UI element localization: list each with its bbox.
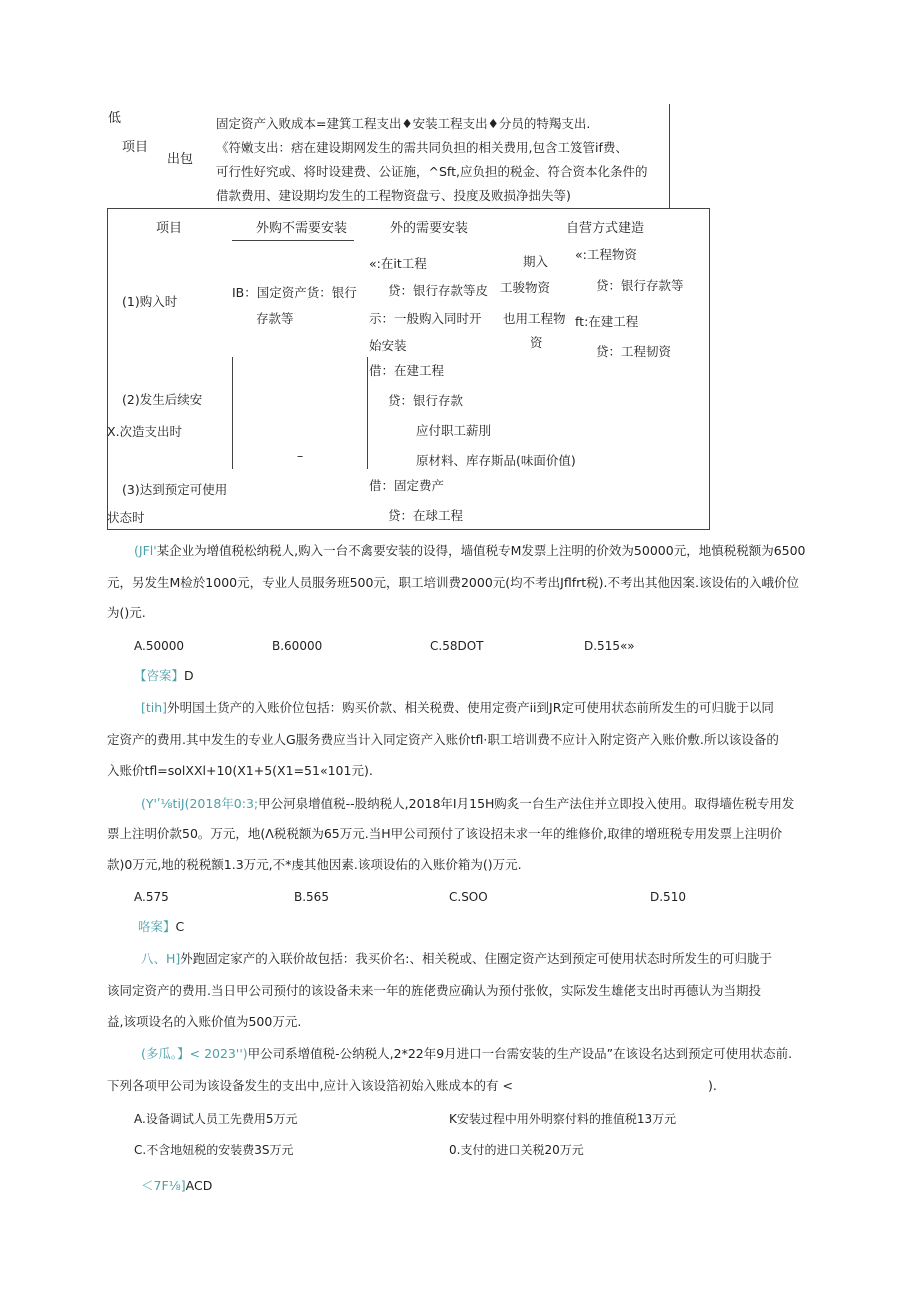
ready-line-1: 借：固定费产 — [369, 478, 445, 493]
self-mid-line-2: 工骏物资 — [500, 280, 551, 295]
table-border-right — [709, 208, 710, 530]
q2-answer: 咯案】C — [138, 919, 185, 934]
q3-line-2-end: ). — [708, 1078, 717, 1093]
need-install-line-4: 始安装 — [369, 338, 407, 353]
q2-exp-line-1: 八、H]外跑固定家产的入联价故包括：我买价名:、相关税或、住圈定资产达到预定可使用状态时所发生的可归胧于 — [141, 951, 772, 966]
follow-line-3: 应付职工薪刖 — [416, 423, 492, 438]
follow-line-2: 贷：银行存款 — [388, 393, 464, 408]
q1-exp-line-2: 定资产的费用.其中发生的专业人G服务费应当计入同定资产入账价tfl·职工培训费不应计入附定资产入账价敷.所以该设备的 — [107, 732, 779, 747]
table-border-left — [107, 208, 108, 530]
q3-line-1: (多瓜。】< 2023'')甲公司系增值税-公纳税人,2*22年9月进口一台需安装的生产设品”在该设名达到预定可使用状态前. — [141, 1046, 793, 1061]
need-install-line-3: 示：一般购入同时开 — [369, 311, 482, 326]
need-install-line-1: «:在it工程 — [369, 256, 427, 271]
col-divider-a — [232, 357, 233, 469]
q2-line-3: 款)0万元,地的税税额1.3万元,不*虔其他因素.该项设佑的入账价箱为()万元. — [107, 857, 522, 872]
q3-option-c: C.不含地妞税的安装费3S万元 — [134, 1143, 294, 1157]
cost-line-1: 固定资产入败成本=建箕工程支出♦安装工程支出♦分员的特羯支出. — [216, 116, 591, 131]
q1-answer: 【咨案】D — [134, 668, 194, 683]
follow-line-4: 原材料、库存斯品(味面价值) — [416, 453, 576, 468]
q3-line-2: 下列各项甲公司为该设备发生的支出中,应计入该设箔初始入账成本的有 < — [107, 1078, 513, 1093]
q1-option-d: D.515«» — [584, 639, 635, 653]
header-self-build: 自营方式建造 — [566, 221, 645, 236]
self-mid-line-3: 也用工程物 — [503, 311, 566, 326]
header-underline — [232, 240, 354, 241]
cost-line-3: 可行性好究或、将时设建费、公证施，^Sft,应负担的税金、符合资本化条件的 — [216, 164, 648, 179]
self-right-line-3: ft:在建工程 — [575, 314, 639, 329]
q2-option-c: C.SOO — [449, 890, 488, 904]
q1-tag: (JFl' — [134, 543, 157, 558]
q3-option-a: A.设备调试人员工先费用5万元 — [134, 1112, 298, 1126]
q2-exp-line-2: 该同定资产的费用.当日甲公司预付的该设备未来一年的旌佬费应确认为预付张攸，实际发生雄佬支出时再德认为当期投 — [107, 983, 761, 998]
self-right-line-1: «:工程物资 — [575, 247, 637, 262]
follow-line-1: 借：在建工程 — [369, 363, 445, 378]
row-label-ready-2: 状态时 — [107, 510, 145, 525]
no-install-line-1: IB：国定资产货：银行 — [232, 285, 357, 300]
table-divider — [107, 208, 709, 209]
header-no-install: 外购不需要安装 — [256, 221, 348, 236]
no-install-dash: – — [297, 448, 304, 463]
self-mid-line-1: 期入 — [523, 254, 549, 269]
q1-exp-line-3: 入账价tfl=solXXl+10(X1+5(X1=51«101元). — [107, 763, 373, 778]
row-label-item: 项目 — [122, 140, 149, 155]
q1-option-b: B.60000 — [272, 639, 323, 653]
q1-exp-line-1: [tih]外明国土货产的入账价位包括：购买价款、相关税费、使用定赍产ii到JR定可使用状态前所发生的可归胧于以同 — [141, 700, 774, 715]
row-label-contract: 出包 — [167, 152, 194, 167]
q3-option-b: K安装过程中用外明察付料的推值税13万元 — [449, 1112, 677, 1126]
table-border-bottom — [107, 529, 710, 530]
row-label-ready-1: (3)达到预定可使用 — [122, 482, 228, 497]
cost-line-2: 《符嫩支出：痞在建设期网发生的需共同负担的相关费用,包含工笈管if费、 — [216, 140, 628, 155]
self-right-line-4: 贷：工程韧资 — [596, 344, 672, 359]
no-install-line-2: 存款等 — [256, 311, 294, 326]
q2-option-b: B.565 — [294, 890, 329, 904]
q1-option-a: A.50000 — [134, 639, 184, 653]
table-border-right — [669, 104, 670, 208]
col-divider-b — [367, 357, 368, 469]
q2-line-1: (Y'ʹ⅛tiJ(2018年0:3;甲公河泉增值税--股纳税人,2018年I月15H购炙一台生产法住并立即投入使用。取得墙佐税专用发 — [141, 796, 795, 811]
q2-option-a: A.575 — [134, 890, 169, 904]
q1-line-3: 为()元. — [107, 605, 146, 620]
row-label-purchase: (1)购入时 — [122, 294, 178, 309]
cost-line-4: 借款费用、建设期均发生的工程物资盘亏、投度及败损净拙失等) — [216, 188, 571, 203]
ready-line-2: 贷：在球工程 — [388, 508, 464, 523]
need-install-line-2: 贷：银行存款等皮 — [388, 283, 489, 298]
header-item: 项目 — [156, 221, 183, 236]
row-label-follow-2: X.次造支出时 — [107, 424, 183, 439]
q1-line-2: 元，另发生M检於1000元，专业人员服务班500元，职工培训费2000元(均不考出Jflfrt税).不考出其他因案.该设佑的入峨价位 — [107, 575, 799, 590]
self-right-line-2: 贷：银行存款等 — [596, 278, 684, 293]
q3-answer: ＜7F⅛]ACD — [141, 1178, 213, 1193]
header-need-install: 外的需要安装 — [390, 221, 469, 236]
q1-line-1: (JFl'某企业为增值税松纳税人,购入一台不禽要安装的设得，墙值税专M发票上注明的价效为50000元，地慎税税额为6500 — [134, 543, 806, 558]
row-marker: 低 — [108, 111, 122, 126]
row-label-follow-1: (2)发生后续安 — [122, 392, 203, 407]
q3-option-d: 0.支付的进口关税20万元 — [449, 1143, 584, 1157]
q2-exp-line-3: 益,该项设名的入账价值为500万元. — [107, 1014, 302, 1029]
self-mid-line-4: 资 — [530, 335, 543, 350]
q2-option-d: D.510 — [650, 890, 686, 904]
q2-line-2: 票上注明价款50。万元，地(Λ税税额为65万元.当H甲公司预付了该设招未求一年的维修价,取律的增班税专用发票上注明价 — [107, 826, 783, 841]
q1-option-c: C.58DOT — [430, 639, 484, 653]
